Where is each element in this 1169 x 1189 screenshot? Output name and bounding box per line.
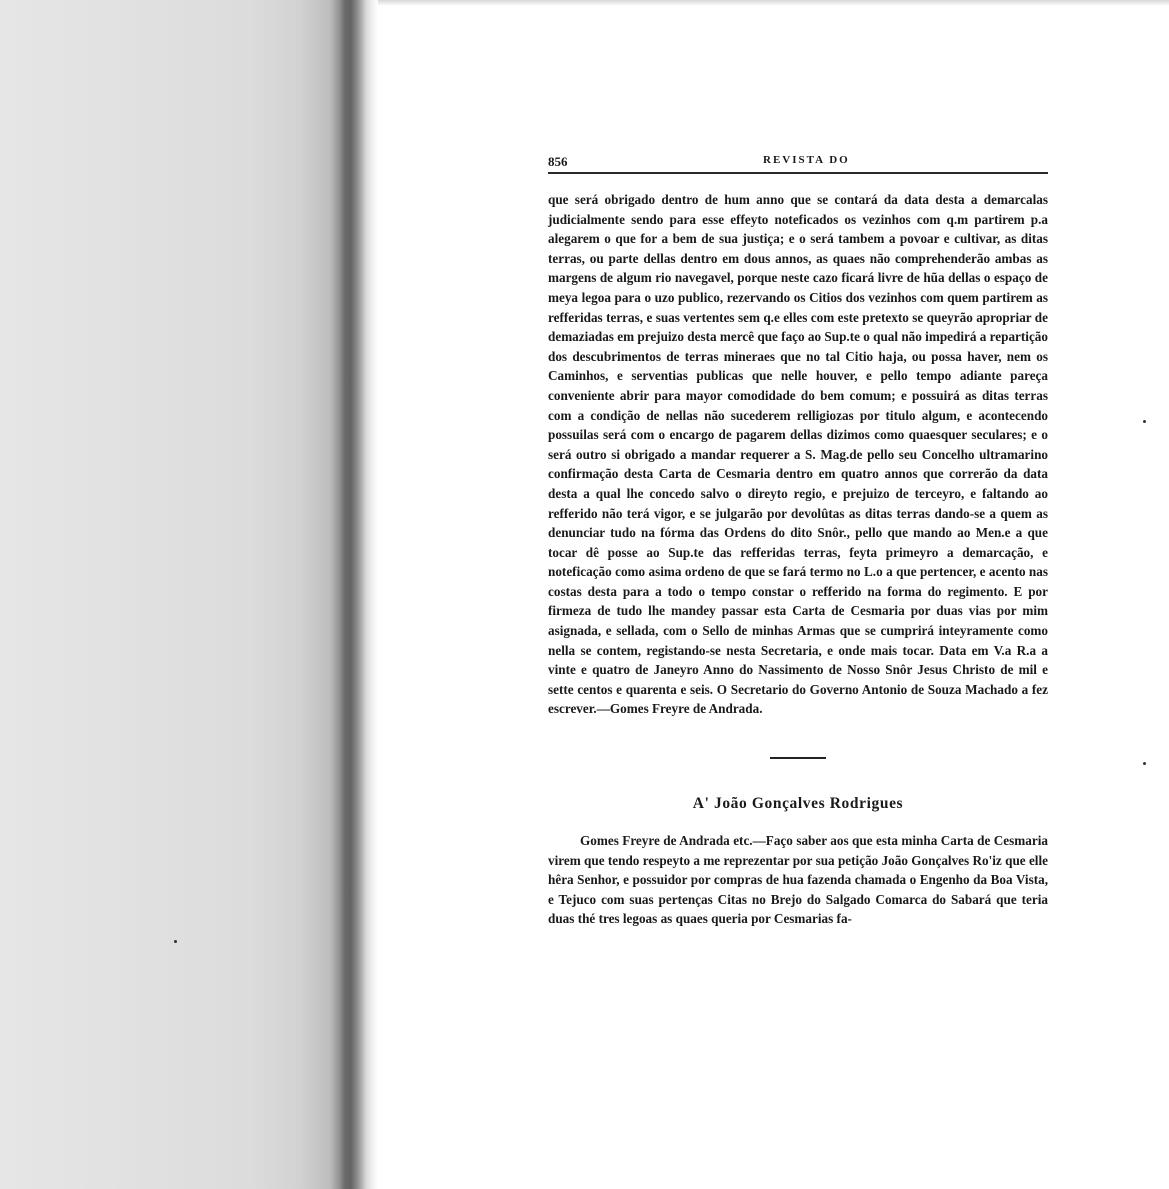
section-paragraph: Gomes Freyre de Andrada etc.—Faço saber aos que esta minha Carta de Cesmaria virem que tendo respeyto a me reprezentar por sua petição João Gonçalves Ro'iz que elle hêra Senhor, e possuidor por compras de hua fazenda chamada o Engenho da Boa Vista, e Tejuco com suas pertenças Citas no Brejo do Salgado Comarca do Sabará que teria duas thé tres legoas as quaes queria por Cesmarias fa- (548, 833, 1048, 927)
document-page (548, 150, 1048, 929)
section-divider (770, 757, 826, 759)
book-spine-shadow (340, 0, 366, 1189)
scan-speck (1143, 420, 1146, 423)
book-gutter-left-page (0, 0, 378, 1189)
main-paragraph: que será obrigado dentro de hum anno que se contará da data desta a demarcalas judicialmente sendo para esse effeyto noteficados os vezinhos com q.m partirem p.a alegarem o que for a bem de sua justiça; e o será tambem a povoar e cultivar, as ditas terras, ou parte dellas dentro em dous annos, as quaes não comprehenderão ambas as margens de algum rio navegavel, porque neste cazo ficará livre de hũa dellas o espaço de meya legoa para o uzo publico, rezervando os Citios dos vezinhos com quem partirem as refferidas terras, e suas vertentes sem q.e elles com este pretexto se queyrão apropriar de demaziadas em prejuizo desta mercê que faço ao Sup.te o qual não impedirá a repartição dos descubrimentos de terras mineraes que no tal Citio haja, ou possa haver, nem os Caminhos, e serventias publicas que nelle houver, e pello tempo adiante pareça conveniente abrir para mayor comodidade do bem comum; e possuirá as ditas terras com a condição de nellas não sucederem relligiozas por titulo algum, e acontecendo possuilas será com o encargo de pagarem dellas dizimos como quaesquer seculares; e o será outro si obrigado a mandar requerer a S. Mag.de pello seu Concelho ultramarino confirmação desta Carta de Cesmaria dentro em quatro annos que correrão da data desta a qual lhe concedo salvo o direyto regio, e prejuizo de terceyro, e faltando ao refferido não terá vigor, e se julgarão por devolûtas as ditas terras dando-se a quem as denunciar tudo na fórma das Ordens do dito Snôr., pello que mando ao Men.e a que tocar dê posse ao Sup.te das refferidas terras, feyta primeyro a demarcação, e noteficação como asima ordeno de que se fará termo no L.o a que pertencer, e acento nas costas desta para a todo o tempo constar o refferido na forma do regimento. E por firmeza de tudo lhe mandey passar esta Carta de Cesmaria por duas vias por mim asignada, e sellada, com o Sello de minhas Armas que se cumprirá inteyramente como nella se contem, registando-se nesta Secretaria, e onde mais tocar. Data em V.a R.a a vinte e quatro de Janeyro Anno do Nassimento de Nosso Snôr Jesus Christo de mil e sette centos e quarenta e seis. O Secretario do Governo Antonio de Souza Machado a fez escrever.—Gomes Freyre de Andrada. (548, 192, 1048, 717)
page-number: 856 (548, 154, 568, 169)
scan-speck (174, 940, 177, 943)
running-header (548, 150, 1048, 174)
section-text-block (548, 831, 1048, 929)
section-title: A' João Gonçalves Rodrigues (692, 795, 904, 813)
scan-speck (1143, 762, 1146, 765)
running-title: REVISTA DO (763, 154, 850, 166)
page-top-edge (378, 0, 1169, 6)
main-text-block (548, 190, 1048, 719)
